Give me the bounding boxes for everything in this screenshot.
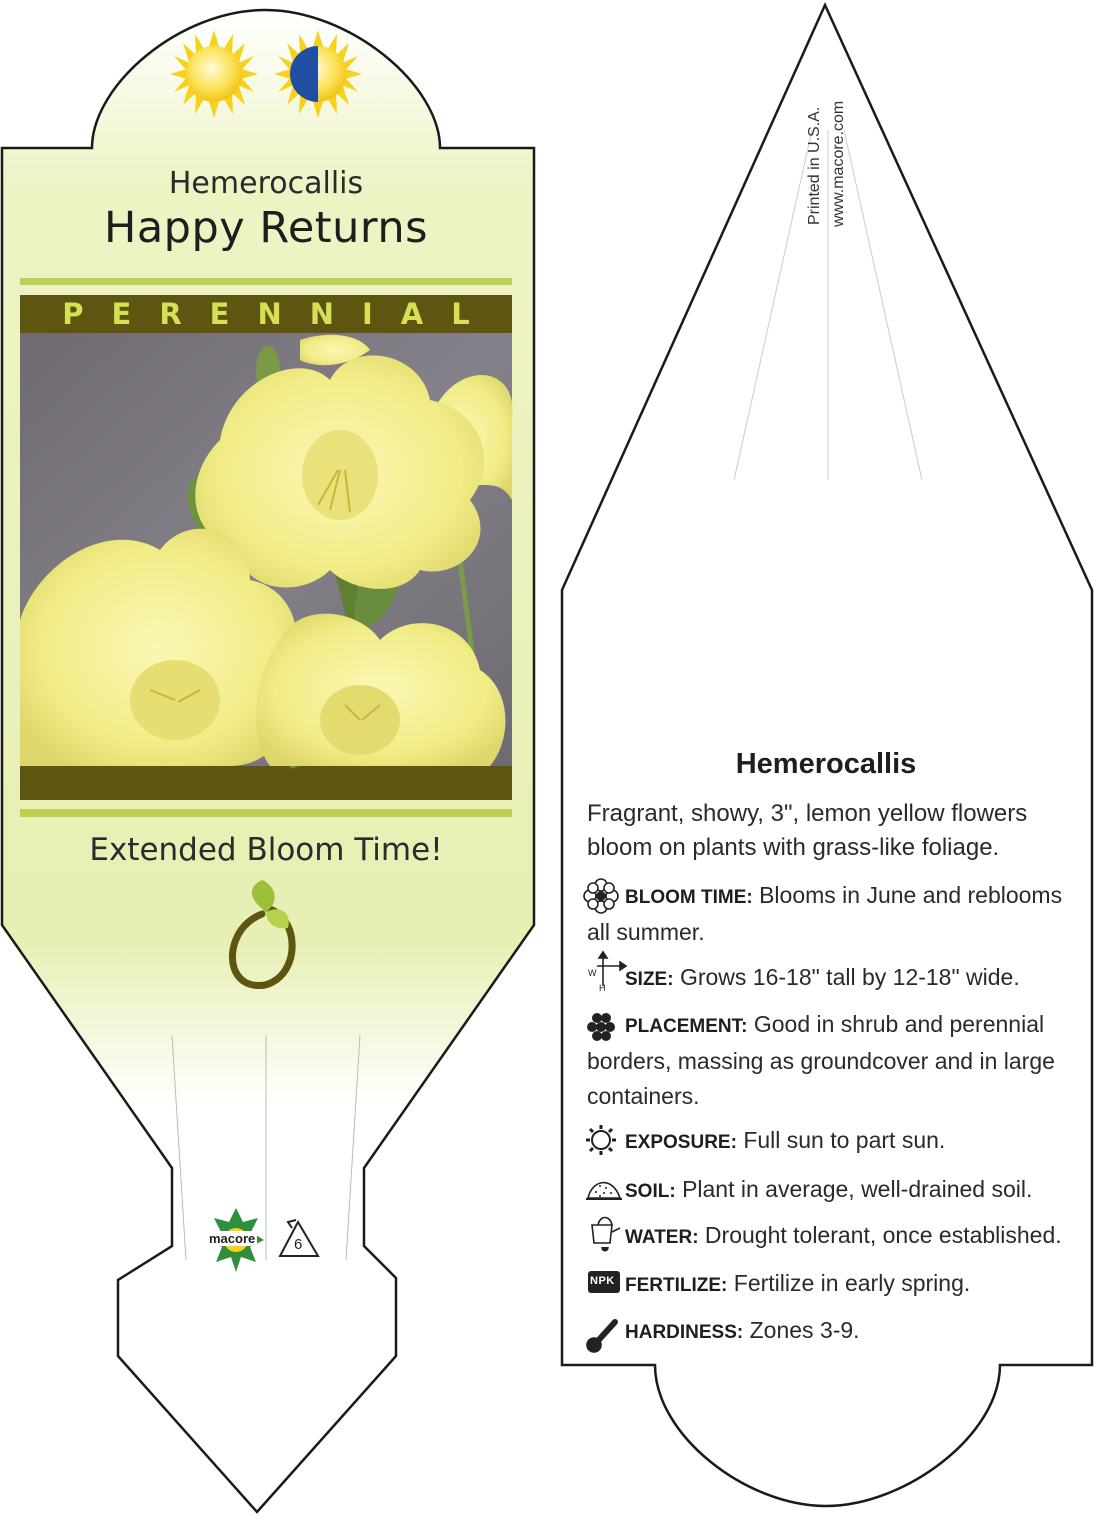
tagline: Extended Bloom Time! xyxy=(89,832,443,868)
placement-text: Good in shrub and perennial borders, massing as groundcover and in large containers. xyxy=(587,1011,1055,1109)
size-icon-h: H xyxy=(599,983,606,993)
hardiness-row xyxy=(587,1313,1077,1350)
bloom-time-label: BLOOM TIME: xyxy=(625,887,753,908)
size-text: Grows 16-18" tall by 12-18" wide. xyxy=(679,964,1020,990)
npk-icon-text: NPK xyxy=(590,1275,615,1287)
water-text: Drought tolerant, once established. xyxy=(704,1222,1062,1248)
bloom-time-row xyxy=(587,878,1077,950)
size-row xyxy=(587,960,1077,997)
website-url: www.macore.com xyxy=(830,100,847,227)
recycle-code: 6 xyxy=(294,1236,303,1253)
placement-label: PLACEMENT: xyxy=(625,1016,748,1037)
size-label: SIZE: xyxy=(625,969,674,990)
placement-row xyxy=(587,1007,1077,1114)
size-icon-w: W xyxy=(588,968,597,978)
description: Fragrant, showy, 3", lemon yellow flowers bloom on plants with grass-like foliage. xyxy=(587,800,1028,861)
water-row xyxy=(587,1218,1077,1255)
macore-logo-text: macore xyxy=(209,1231,256,1246)
exposure-row xyxy=(587,1123,1077,1160)
full-sun-icon xyxy=(170,30,258,118)
bloom-time-text: Blooms in June and reblooms all summer. xyxy=(587,882,1063,945)
fertilize-row xyxy=(587,1266,1077,1303)
front-genus-name: Hemerocallis xyxy=(168,166,364,201)
fertilize-text: Fertilize in early spring. xyxy=(733,1270,971,1296)
back-title: Hemerocallis xyxy=(735,748,917,780)
exposure-text: Full sun to part sun. xyxy=(743,1127,946,1153)
front-cultivar-name: Happy Returns xyxy=(104,203,428,253)
hardiness-text: Zones 3-9. xyxy=(749,1317,860,1343)
part-sun-icon xyxy=(274,30,362,118)
fertilize-label: FERTILIZE: xyxy=(625,1275,728,1296)
printed-in-usa: Printed in U.S.A. xyxy=(806,106,823,225)
water-label: WATER: xyxy=(625,1227,699,1248)
soil-text: Plant in average, well-drained soil. xyxy=(682,1176,1033,1202)
soil-label: SOIL: xyxy=(625,1181,676,1202)
hardiness-label: HARDINESS: xyxy=(625,1322,744,1343)
exposure-label: EXPOSURE: xyxy=(625,1132,737,1153)
soil-row xyxy=(587,1172,1077,1209)
perennial-banner: PERENNIAL xyxy=(62,297,498,331)
flower-photo xyxy=(20,333,513,766)
